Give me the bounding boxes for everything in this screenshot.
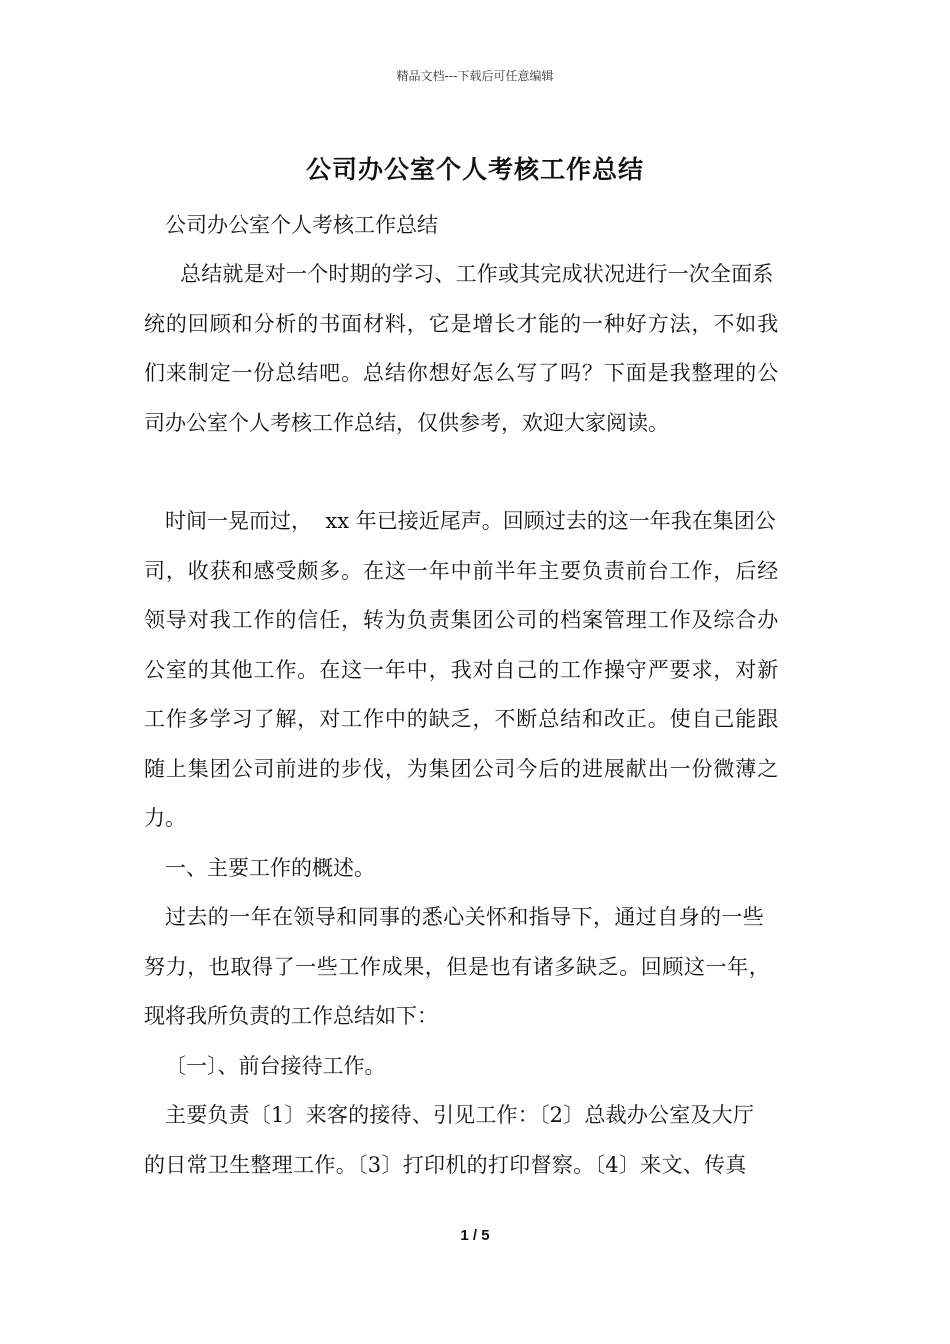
paragraph-line: 统的回顾和分析的书面材料，它是增长才能的一种好方法，不如我 [144, 311, 780, 336]
paragraph-line: 工作多学习了解，对工作中的缺乏，不断总结和改正。使自己能跟 [144, 707, 780, 731]
paragraph-line: 司办公室个人考核工作总结，仅供参考，欢迎大家阅读。 [144, 410, 669, 435]
paragraph-line: 公室的其他工作。在这一年中，我对自己的工作操守严要求，对新 [144, 657, 780, 682]
subtitle-line: 公司办公室个人考核工作总结 [165, 213, 438, 237]
paragraph-line: 主要负责〔1〕来客的接待、引见工作：〔2〕总裁办公室及大厅 [165, 1103, 755, 1127]
paragraph-line: 们来制定一份总结吧。总结你想好怎么写了吗？下面是我整理的公 [144, 361, 780, 385]
paragraph-line: 时间一晃而过， xx 年已接近尾声。回顾过去的这一年我在集团公 [165, 509, 776, 533]
paragraph-line: 力。 [144, 806, 186, 830]
paragraph-line: 领导对我工作的信任，转为负责集团公司的档案管理工作及综合办 [144, 608, 780, 632]
subsection-heading: 〔一〕、前台接待工作。 [165, 1053, 386, 1078]
document-subtitle [144, 201, 808, 251]
page-current: 1 [460, 1227, 469, 1244]
page-total: 5 [481, 1227, 490, 1244]
paragraph-line: 随上集团公司前进的步伐，为集团公司今后的进展献出一份微薄之 [144, 756, 780, 781]
paragraph-line: 司，收获和感受颇多。在这一年中前半年主要负责前台工作，后经 [144, 558, 780, 583]
main-content [144, 497, 808, 1190]
paragraph-line: 过去的一年在领导和同事的悉心关怀和指导下，通过自身的一些 [165, 905, 765, 929]
section-heading: 一、主要工作的概述。 [165, 855, 375, 880]
paragraph-line: 现将我所负责的工作总结如下： [144, 1004, 438, 1028]
paragraph-line: 努力，也取得了一些工作成果，但是也有诸多缺乏。回顾这一年， [144, 954, 771, 979]
intro-paragraph [144, 250, 808, 448]
page-header-note: 精品文档---下载后可任意编辑 [396, 69, 554, 83]
page-separator: / [468, 1227, 482, 1244]
page-number [0, 1227, 950, 1244]
paragraph-line: 的日常卫生整理工作。〔3〕打印机的打印督察。〔4〕来文、传真 [144, 1152, 747, 1177]
document-title: 公司办公室个人考核工作总结 [305, 155, 644, 184]
paragraph-line: 总结就是对一个时期的学习、工作或其完成状况进行一次全面系 [180, 262, 774, 286]
